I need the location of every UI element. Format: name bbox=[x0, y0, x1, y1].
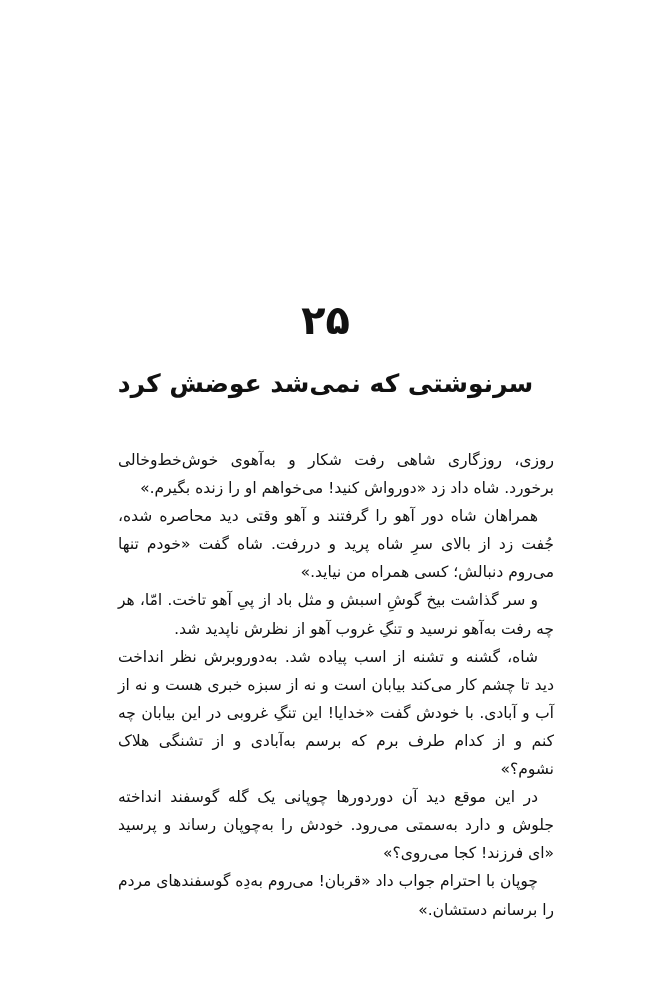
paragraph: و سر گذاشت بیخ گوشِ اسبش و مثل باد از پیِ آهو تاخت. امّا، هر چه رفت به‌آهو نرسید و تنگِ غروب آهو از نظرش ناپدید شد. bbox=[118, 591, 554, 638]
chapter-number: ۲۵ bbox=[301, 298, 350, 344]
paragraph: همراهان شاه دور آهو را گرفتند و آهو وقتی دید محاصره شده، جُفت زد از بالای سرِ شاه پرید و دررفت. شاه گفت «خودم تنها می‌روم دنبالش؛ کسی همراه من نیاید.» bbox=[118, 507, 554, 582]
paragraph: شاه، گشنه و تشنه از اسب پیاده شد. به‌دوروبرش نظر انداخت دید تا چشم کار می‌کند بیابان است و نه از سبزه خبری هست و نه از آب و آبادی. با خودش گفت «خدایا! این تنگِ غروبی در این بیابان چه کنم و از کدام طرف برم که برسم به‌آبادی و از تشنگی هلاک نشوم؟» bbox=[118, 647, 554, 779]
paragraph: روزی، روزگاری شاهی رفت شکار و به‌آهوی خوش‌خط‌وخالی برخورد. شاه داد زد «دورواش کنید! می‌خواهم او را زنده بگیرم.» bbox=[118, 451, 554, 498]
paragraph: چوپان با احترام جواب داد «قربان! می‌روم به‌دِه گوسفندهای مردم را برسانم دستشان.» bbox=[118, 872, 554, 919]
paragraph: در این موقع دید آن دوردورها چوپانی یک گله گوسفند انداخته جلوش و دارد به‌سمتی می‌رود. خودش را به‌چوپان رساند و پرسید «ای فرزند! کجا می‌روی؟» bbox=[118, 788, 554, 863]
chapter-body bbox=[118, 446, 554, 924]
chapter-title: سرنوشتی که نمی‌شد عوضش کرد bbox=[117, 369, 534, 398]
